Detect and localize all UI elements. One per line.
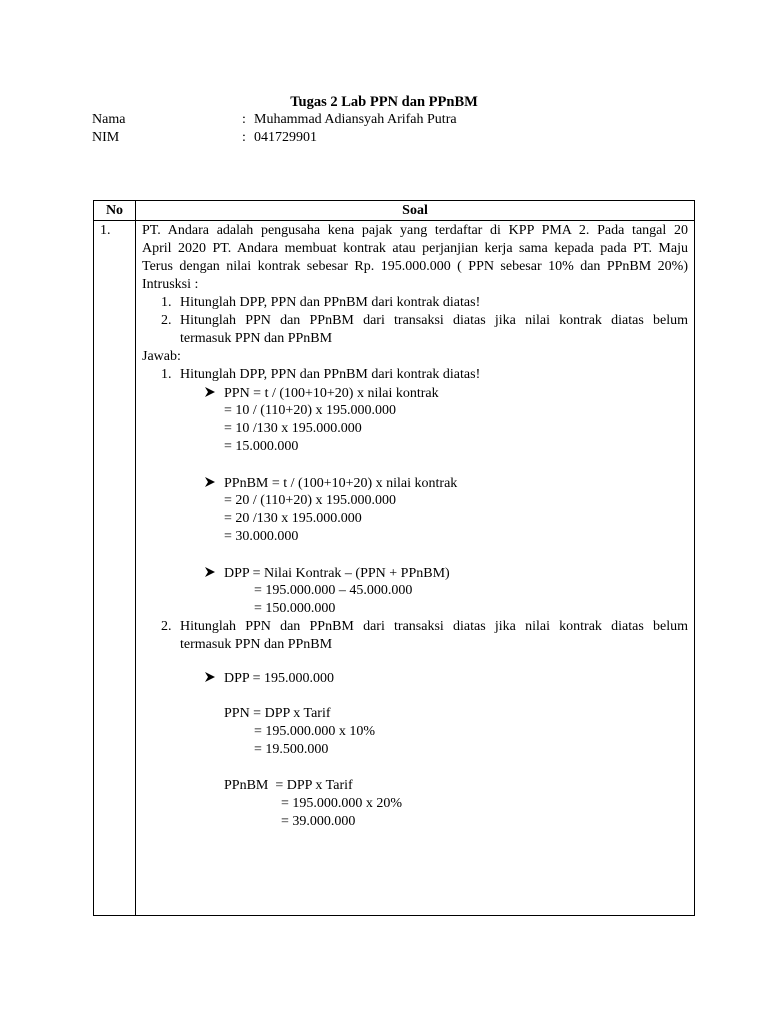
jawab-label: Jawab:	[142, 349, 181, 364]
ppnbm-formula-line-2: = 20 / (110+20) x 195.000.000	[224, 493, 396, 508]
ppnbm2-formula-line-1: PPnBM = DPP x Tarif	[224, 778, 353, 793]
dpp-result: = 150.000.000	[254, 601, 336, 616]
ppnbm2-formula-line-2: = 195.000.000 x 20%	[281, 796, 403, 811]
answer-1-text: Hitunglah DPP, PPN dan PPnBM dari kontrak diatas!	[180, 367, 481, 382]
paragraph-line-2: April 2020 PT. Andara membuat kontrak atau perjanjian kerja sama kepada pada PT. Maju	[142, 241, 688, 256]
instruksi-label: Intrusksi :	[142, 277, 199, 292]
nim-label: NIM	[92, 130, 120, 145]
question-2-text-line-2: termasuk PPN dan PPnBM	[180, 331, 333, 346]
dpp2-value: DPP = 195.000.000	[224, 671, 335, 686]
answer-2-text-line-1: Hitunglah PPN dan PPnBM dari transaksi diatas jika nilai kontrak diatas belum	[180, 619, 688, 634]
soal-table	[93, 200, 695, 916]
ppn-formula-line-1: PPN = t / (100+10+20) x nilai kontrak	[224, 386, 439, 401]
ppn-formula-line-2: = 10 / (110+20) x 195.000.000	[224, 403, 396, 418]
question-2-number: 2.	[161, 313, 172, 328]
arrow-bullet-icon	[204, 474, 224, 492]
nama-value: Muhammad Adiansyah Arifah Putra	[254, 112, 457, 127]
nama-row	[92, 111, 692, 129]
answer-2-number: 2.	[161, 619, 172, 634]
nim-value: 041729901	[254, 130, 317, 145]
nama-colon: :	[242, 112, 246, 127]
ppn2-formula-line-1: PPN = DPP x Tarif	[224, 706, 331, 721]
ppnbm-formula-line-1: PPnBM = t / (100+10+20) x nilai kontrak	[224, 476, 458, 491]
arrow-bullet-icon	[204, 564, 224, 582]
dpp-formula-line-2: = 195.000.000 – 45.000.000	[254, 583, 413, 598]
dpp-formula-line-1: DPP = Nilai Kontrak – (PPN + PPnBM)	[224, 566, 450, 581]
ppnbm-formula-line-3: = 20 /130 x 195.000.000	[224, 511, 362, 526]
nim-row	[92, 129, 692, 147]
arrow-bullet-icon	[204, 384, 224, 402]
table-header-soal: Soal	[402, 203, 428, 218]
table-header-divider	[94, 220, 694, 221]
ppn2-result: = 19.500.000	[254, 742, 329, 757]
paragraph-line-1: PT. Andara adalah pengusaha kena pajak yang terdaftar di KPP PMA 2. Pada tangal 20	[142, 223, 688, 238]
question-1-number: 1.	[161, 295, 172, 310]
ppnbm-result: = 30.000.000	[224, 529, 299, 544]
paragraph-line-3: Terus dengan nilai kontrak sebesar Rp. 195.000.000 ( PPN sebesar 10% dan PPnBM 20%)	[142, 259, 688, 274]
question-1-text: Hitunglah DPP, PPN dan PPnBM dari kontrak diatas!	[180, 295, 481, 310]
ppn-formula-line-3: = 10 /130 x 195.000.000	[224, 421, 362, 436]
table-column-divider	[135, 201, 136, 915]
row-number: 1.	[100, 223, 111, 238]
ppn2-formula-line-2: = 195.000.000 x 10%	[254, 724, 376, 739]
nim-colon: :	[242, 130, 246, 145]
table-header-no: No	[105, 203, 124, 218]
ppnbm-formula-row	[204, 474, 457, 493]
answer-1-number: 1.	[161, 367, 172, 382]
ppn-formula-row	[204, 384, 439, 403]
nama-label: Nama	[92, 112, 126, 127]
answer-2-text-line-2: termasuk PPN dan PPnBM	[180, 637, 333, 652]
dpp2-row	[204, 669, 334, 688]
dpp-formula-row	[204, 564, 450, 583]
ppnbm2-result: = 39.000.000	[281, 814, 356, 829]
page-title: Tugas 2 Lab PPN dan PPnBM	[290, 94, 478, 110]
question-2-text-line-1: Hitunglah PPN dan PPnBM dari transaksi diatas jika nilai kontrak diatas belum	[180, 313, 688, 328]
arrow-bullet-icon	[204, 669, 224, 687]
ppn-result: = 15.000.000	[224, 439, 299, 454]
